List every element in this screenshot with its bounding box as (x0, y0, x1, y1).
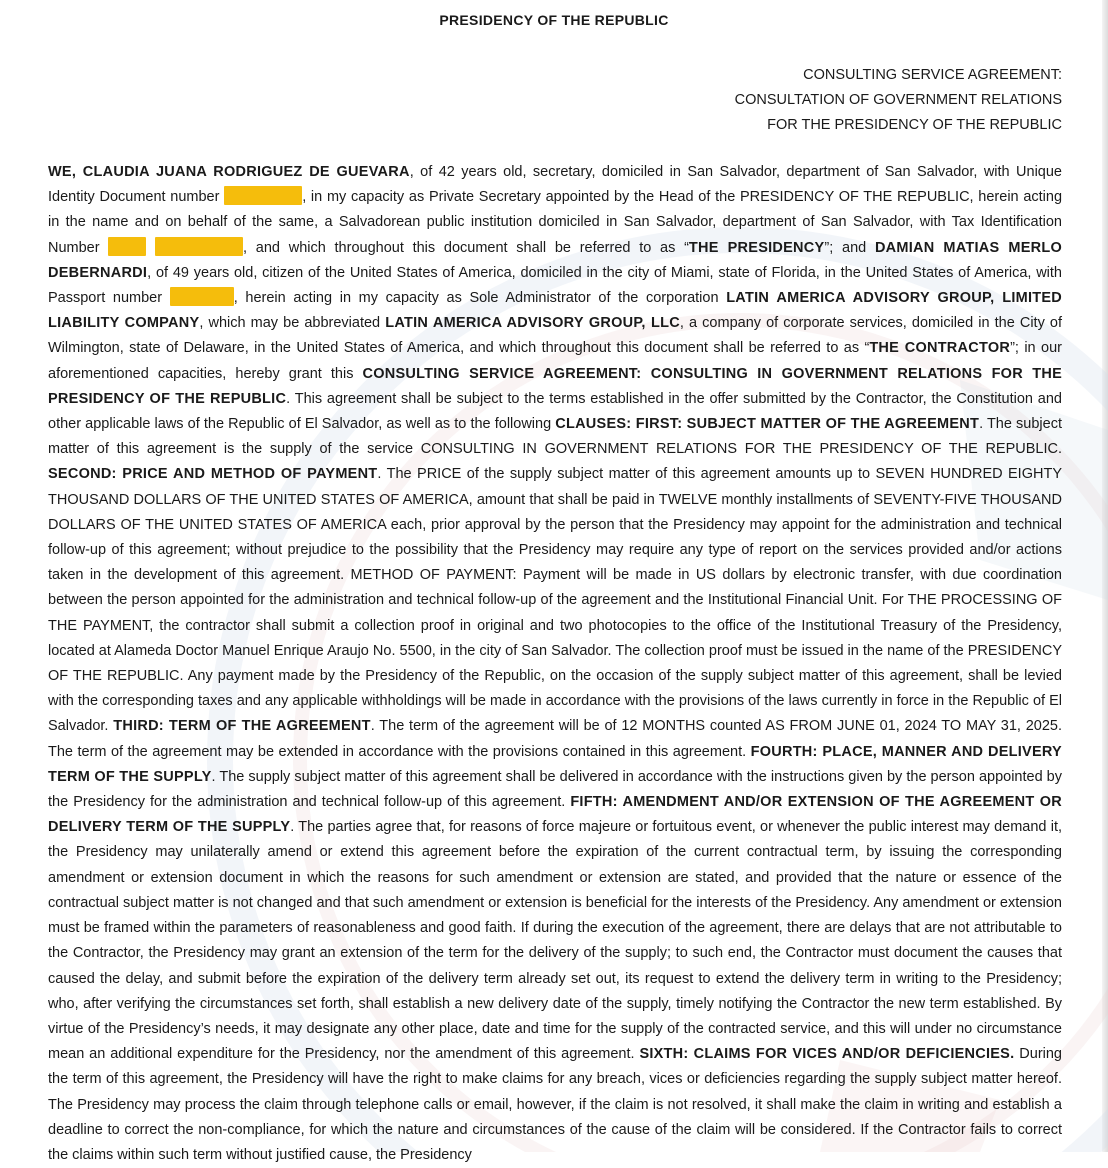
body-text: . This agreement shall be subject to the terms established in the offer submitted by the Contractor, the Constitution and other applicable laws of the Republic of El Salvador, as well as to the following (48, 390, 1062, 433)
subtitle-line-3: FOR THE PRESIDENCY OF THE REPUBLIC (767, 117, 1062, 133)
body-text: . The supply subject matter of this agreement shall be delivered in accordance with the instructions given by the person appointed by the Presidency for the administration and technical follow-up of this agreement. (48, 768, 1062, 811)
clause-sixth-heading: SIXTH: CLAIMS FOR VICES AND/OR DEFICIENCIES. (639, 1046, 1015, 1063)
clause-second-heading: SECOND: PRICE AND METHOD OF PAYMENT (48, 466, 378, 483)
body-text: , and which throughout this document shall be referred to as “ (243, 239, 689, 256)
clause-first-heading: CLAUSES: FIRST: SUBJECT MATTER OF THE AGREEMENT (555, 416, 980, 433)
document-title: PRESIDENCY OF THE REPUBLIC (439, 12, 669, 28)
party-contractor: THE CONTRACTOR (869, 340, 1011, 357)
body-text: . The PRICE of the supply subject matter of this agreement amounts up to SEVEN HUNDRED EIGHTY THOUSAND DOLLARS OF THE UNITED STATES OF AMERICA, amount that shall be paid in TWELVE monthly installments of SEVENTY-FIVE THOUSAND DOLLARS OF THE UNITED STATES OF AMERICA each, prior approval by the person that the Presidency may appoint for the administration and technical follow-up of this agreement; without prejudice to the possibility that the Presidency may require any type of report on the services provided and/or actions taken in the development of this agreement. METHOD OF PAYMENT: Payment will be made in US dollars by electronic transfer, with due coordination between the person appointed for the administration and technical follow-up of the agreement and the Institutional Financial Unit. For THE PROCESSING OF THE PAYMENT, the contractor shall submit a collection proof in original and two photocopies to the office of the Institutional Treasury of the Presidency, located at Alameda Doctor Manuel Enrique Araujo No. 5500, in the city of San Salvador. The collection proof must be issued in the name of the PRESIDENCY OF THE REPUBLIC. Any payment made by the Presidency of the Republic, on the occasion of the supply subject matter of this agreement, shall be levied with the corresponding taxes and any applicable withholdings will be made in accordance with the provisions of the laws currently in force in the Republic of El Salvador. (48, 466, 1062, 735)
agreement-name: CONSULTING SERVICE AGREEMENT: CONSULTING IN GOVERNMENT RELATIONS FOR THE PRESIDENCY OF THE REPUBLIC (48, 365, 1062, 407)
redaction-tax-number-cont (155, 237, 243, 256)
body-text: During the term of this agreement, the Presidency will have the right to make claims for any breach, vices or deficiencies regarding the supply subject matter hereof. The Presidency may process the claim through telephone calls or email, however, if the claim is not resolved, it shall make the claim in writing and establish a deadline to correct the non-compliance, for which the nature and circumstances of the cause of the claim will be considered. If the Contractor fails to correct the claims within such term without justified cause, the Presidency (48, 1046, 1062, 1163)
company-abbreviation: LATIN AMERICA ADVISORY GROUP, LLC (385, 315, 680, 332)
agreement-body (48, 160, 1062, 1168)
body-text: , in my capacity as Private Secretary appointed by the Head of the PRESIDENCY OF THE REPUBLIC, herein acting in the name and on behalf of the same, a Salvadorean public institution domiciled in San Salvador, department of San Salvador, with Tax Identification Number (48, 189, 1063, 256)
agreement-subtitle (735, 63, 1062, 138)
redaction-tax-number (108, 237, 146, 256)
contractor-name: DAMIAN MATIAS MERLO DEBERNARDI (48, 239, 1062, 281)
body-text: ”; and (824, 239, 875, 256)
subtitle-line-1: CONSULTING SERVICE AGREEMENT: (803, 67, 1062, 83)
secretary-name: WE, CLAUDIA JUANA RODRIGUEZ DE GUEVARA (48, 164, 410, 180)
body-text: . The term of the agreement will be of 12 MONTHS counted AS FROM JUNE 01, 2024 TO MAY 31, 2025. The term of the agreement may be extended in accordance with the provisions contained in this agreement. (48, 718, 1063, 760)
body-text: ”; in our aforementioned capacities, hereby grant this (48, 340, 1062, 382)
body-text: . The subject matter of this agreement is the supply of the service CONSULTING IN GOVERNMENT RELATIONS FOR THE PRESIDENCY OF THE REPUBLIC. (48, 416, 1062, 458)
subtitle-line-2: CONSULTATION OF GOVERNMENT RELATIONS (734, 92, 1062, 108)
redaction-id-number (224, 186, 302, 205)
party-presidency: THE PRESIDENCY (688, 239, 825, 256)
body-text: , which may be abbreviated (199, 315, 386, 332)
clause-fifth-heading: FIFTH: AMENDMENT AND/OR EXTENSION OF THE AGREEMENT OR DELIVERY TERM OF THE SUPPLY (48, 794, 1062, 836)
redaction-passport-number (170, 287, 234, 306)
body-text: , of 49 years old, citizen of the United States of America, domiciled in the city of Miami, state of Florida, in the United States of America, with Passport number (48, 264, 1062, 307)
company-name: LATIN AMERICA ADVISORY GROUP, LIMITED LIABILITY COMPANY (48, 290, 1063, 332)
body-text: , herein acting in my capacity as Sole Administrator of the corporation (233, 290, 727, 307)
clause-fourth-heading: FOURTH: PLACE, MANNER AND DELIVERY TERM OF THE SUPPLY (48, 743, 1062, 785)
body-text: , a company of corporate services, domiciled in the City of Wilmington, state of Delaware, in the United States of America, and which throughout this document shall be referred to as “ (48, 315, 1063, 357)
body-text: . The parties agree that, for reasons of force majeure or fortuitous event, or whenever the public interest may demand it, the Presidency may unilaterally amend or extend this agreement before the expiration of the current contractual term, by issuing the corresponding amendment or extension document in which the reasons for such amendment or extension are stated, and provided that the nature or essence of the contractual subject matter is not changed and that such amendment or extension is beneficial for the interests of the Presidency. Any amendment or extension must be framed within the parameters of reasonableness and good faith. If during the execution of the agreement, there are delays that are not attributable to the Contractor, the Presidency may grant an extension of the term for the delivery of the supply; to such end, the Contractor must document the causes that caused the delay, and submit before the expiration of the delivery term already set out, its request to extend the delivery term in writing to the Presidency; who, after verifying the circumstances set forth, shall establish a new delivery date of the supply, timely notifying the Contractor the new term established. By virtue of the Presidency’s needs, it may designate any other place, date and time for the supply of the contracted service, and this will under no circumstance mean an additional expenditure for the Presidency, nor the amendment of this agreement. (48, 819, 1062, 1063)
body-text: , of 42 years old, secretary, domiciled in San Salvador, department of San Salvador, with Unique Identity Document number (48, 164, 1062, 206)
clause-third-heading: THIRD: TERM OF THE AGREEMENT (113, 718, 371, 735)
page-edge (1102, 0, 1108, 1152)
